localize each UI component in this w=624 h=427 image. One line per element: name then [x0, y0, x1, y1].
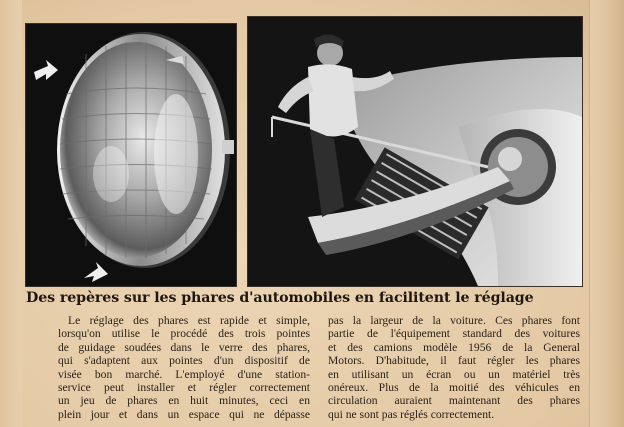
text-line: pas la largeur de la voiture. Ces phares font: [328, 314, 580, 327]
text-line: en utilisant un écran ou un matériel très: [328, 367, 580, 381]
text-line: visée bon marché. L'employé d'une station-: [58, 367, 310, 381]
headlamp-closeup-photo: [26, 24, 236, 286]
text-line: service peut installer et régler correctement: [58, 381, 310, 395]
text-line: onéreux. Plus de la moitié des véhicules en: [328, 381, 580, 395]
text-line: partie de l'équipement standard des voitures: [328, 327, 580, 341]
text-line: qui ne sont pas réglés correctement.: [328, 407, 495, 421]
text-line: lorsqu'on utilise le procédé des trois pointes: [58, 327, 310, 341]
text-line: plein jour et dans un espace qui ne dépasse: [58, 407, 310, 421]
article-headline: Des repères sur les phares d'automobiles en facilitent le réglage: [26, 290, 534, 306]
mechanic-adjusting-headlight-photo: [248, 17, 582, 286]
text-line: et des camions modèle 1956 de la General: [328, 340, 580, 354]
car-front-illustration: [248, 17, 582, 286]
text-line: un jeu de phares en huit minutes, ceci en: [58, 394, 310, 408]
text-line: Motors. D'habitude, il faut régler les phares: [328, 354, 580, 368]
text-line: qui s'adaptent aux pointes d'un dispositif de: [58, 354, 310, 368]
text-line: Le réglage des phares est rapide et simple,: [68, 314, 310, 327]
page-margin-right: [589, 0, 624, 427]
text-line: de guidage soudées dans le verre des phares,: [58, 340, 310, 354]
text-line: circulation auraient maintenant des phares: [328, 394, 580, 408]
article-column-right: [328, 314, 580, 421]
article-column-left: [58, 314, 310, 421]
page-margin-left: [0, 0, 22, 427]
headlamp-illustration: [26, 24, 236, 286]
